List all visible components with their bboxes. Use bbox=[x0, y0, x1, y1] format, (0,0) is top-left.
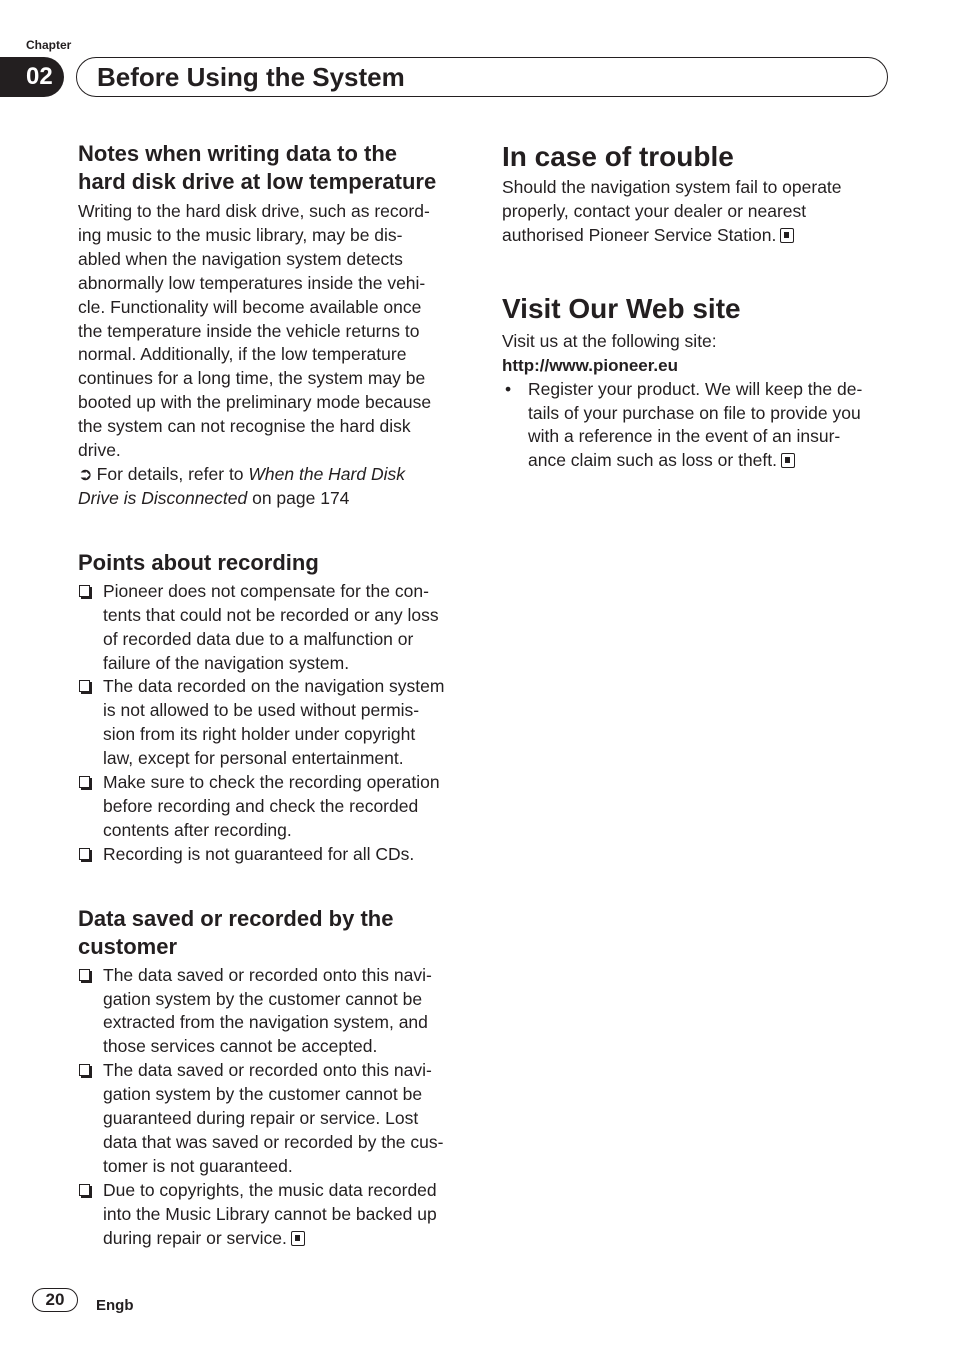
text-line: gation system by the customer cannot be bbox=[103, 988, 423, 1009]
text-line: failure of the navigation system. bbox=[103, 652, 350, 673]
checkbox-bullet-icon bbox=[79, 848, 90, 860]
text-line: before recording and check the recorded bbox=[103, 795, 419, 816]
list-item bbox=[78, 771, 466, 843]
text-line: contents after recording. bbox=[103, 819, 292, 840]
text-line: tents that could not be recorded or any loss bbox=[103, 604, 439, 625]
text-line: the temperature inside the vehicle returns to bbox=[78, 320, 420, 341]
text-line: Recording is not guaranteed for all CDs. bbox=[103, 843, 415, 864]
points-section bbox=[78, 549, 466, 867]
website-link[interactable]: http://www.pioneer.eu bbox=[502, 355, 678, 375]
checkbox-bullet-icon bbox=[79, 585, 90, 597]
points-list bbox=[78, 580, 466, 867]
text-line: Register your product. We will keep the de- bbox=[528, 378, 863, 399]
cross-reference bbox=[78, 463, 466, 511]
data-saved-heading: Data saved or recorded by the customer bbox=[78, 905, 394, 959]
list-item bbox=[78, 580, 466, 676]
list-item bbox=[78, 675, 466, 771]
checkbox-bullet-icon bbox=[79, 1184, 90, 1196]
text-line: Make sure to check the recording operation bbox=[103, 772, 440, 793]
text-line: during repair or service. bbox=[103, 1227, 466, 1251]
data-saved-list bbox=[78, 964, 466, 1251]
checkbox-bullet-icon bbox=[79, 680, 90, 692]
left-column bbox=[78, 140, 466, 1251]
chapter-number-badge: 02 bbox=[0, 57, 64, 97]
text-line: Should the navigation system fail to operate bbox=[502, 177, 842, 197]
web-list bbox=[502, 378, 886, 474]
trouble-heading: In case of trouble bbox=[502, 141, 734, 172]
text-line: Drive is Disconnected on page 174 bbox=[78, 487, 350, 508]
text-line: law, except for personal entertainment. bbox=[103, 748, 404, 769]
right-column bbox=[502, 140, 886, 473]
text-line: ing music to the music library, may be dis- bbox=[78, 224, 403, 245]
text-line: guaranteed during repair or service. Lost bbox=[103, 1108, 419, 1129]
page-number: 20 bbox=[32, 1288, 78, 1312]
web-intro: Visit us at the following site: bbox=[502, 330, 717, 351]
text-line: Pioneer does not compensate for the con- bbox=[103, 580, 429, 601]
chapter-title: Before Using the System bbox=[76, 57, 888, 97]
text-line: with a reference in the event of an insur- bbox=[528, 426, 841, 447]
language-code: Engb bbox=[96, 1297, 134, 1314]
text-line: booted up with the preliminary mode because bbox=[78, 392, 432, 413]
text-line: The data recorded on the navigation system bbox=[103, 676, 445, 697]
chapter-label: Chapter bbox=[26, 38, 72, 52]
text-line: extracted from the navigation system, and bbox=[103, 1012, 428, 1033]
text-line: data that was saved or recorded by the cus- bbox=[103, 1132, 444, 1152]
list-item bbox=[78, 1059, 466, 1179]
list-item bbox=[78, 843, 466, 867]
text-line: tails of your purchase on file to provide you bbox=[528, 402, 861, 423]
text-line: sion from its right holder under copyright bbox=[103, 724, 416, 745]
text-line: into the Music Library cannot be backed up bbox=[103, 1203, 437, 1224]
notes-section bbox=[78, 140, 466, 511]
text-line: authorised Pioneer Service Station. bbox=[502, 224, 886, 248]
list-item bbox=[78, 1179, 466, 1251]
text-line: The data saved or recorded onto this navi- bbox=[103, 964, 432, 985]
checkbox-bullet-icon bbox=[79, 969, 90, 981]
web-heading: Visit Our Web site bbox=[502, 292, 741, 324]
trouble-section bbox=[502, 140, 886, 248]
text-line: ance claim such as loss or theft. bbox=[528, 449, 886, 473]
text-line: Writing to the hard disk drive, such as record- bbox=[78, 201, 430, 221]
end-of-section-icon bbox=[780, 228, 794, 243]
list-item bbox=[502, 378, 886, 474]
checkbox-bullet-icon bbox=[79, 776, 90, 788]
text-line: normal. Additionally, if the low temperature bbox=[78, 344, 407, 365]
end-of-section-icon bbox=[291, 1231, 305, 1246]
web-section bbox=[502, 292, 886, 474]
text-line: cle. Functionality will become available once bbox=[78, 296, 422, 317]
bullet-icon: • bbox=[505, 378, 512, 399]
text-line: Due to copyrights, the music data recorded bbox=[103, 1179, 437, 1200]
text-line: drive. bbox=[78, 440, 121, 461]
text-line: abnormally low temperatures inside the vehi- bbox=[78, 272, 426, 293]
text-line: abled when the navigation system detects bbox=[78, 248, 403, 269]
list-item bbox=[78, 964, 466, 1060]
notes-heading: Notes when writing data to the hard disk drive at low temperature bbox=[78, 141, 437, 194]
text-line: the system can not recognise the hard disk bbox=[78, 416, 411, 437]
text-line: those services cannot be accepted. bbox=[103, 1036, 378, 1057]
end-of-section-icon bbox=[781, 453, 795, 468]
trouble-body bbox=[502, 176, 886, 248]
text-line: ➲ For details, refer to When the Hard Disk bbox=[78, 463, 405, 484]
text-line: properly, contact your dealer or nearest bbox=[502, 200, 807, 221]
text-line: is not allowed to be used without permis- bbox=[103, 700, 420, 721]
data-saved-section bbox=[78, 905, 466, 1251]
text-line: tomer is not guaranteed. bbox=[103, 1155, 293, 1176]
text-line: continues for a long time, the system may be bbox=[78, 368, 426, 389]
text-line: The data saved or recorded onto this navi- bbox=[103, 1060, 432, 1081]
arrow-right-icon: ➲ bbox=[78, 463, 93, 484]
checkbox-bullet-icon bbox=[79, 1064, 90, 1076]
text-line: gation system by the customer cannot be bbox=[103, 1084, 423, 1105]
points-heading: Points about recording bbox=[78, 549, 319, 575]
text-line: of recorded data due to a malfunction or bbox=[103, 628, 414, 649]
notes-body bbox=[78, 200, 466, 463]
